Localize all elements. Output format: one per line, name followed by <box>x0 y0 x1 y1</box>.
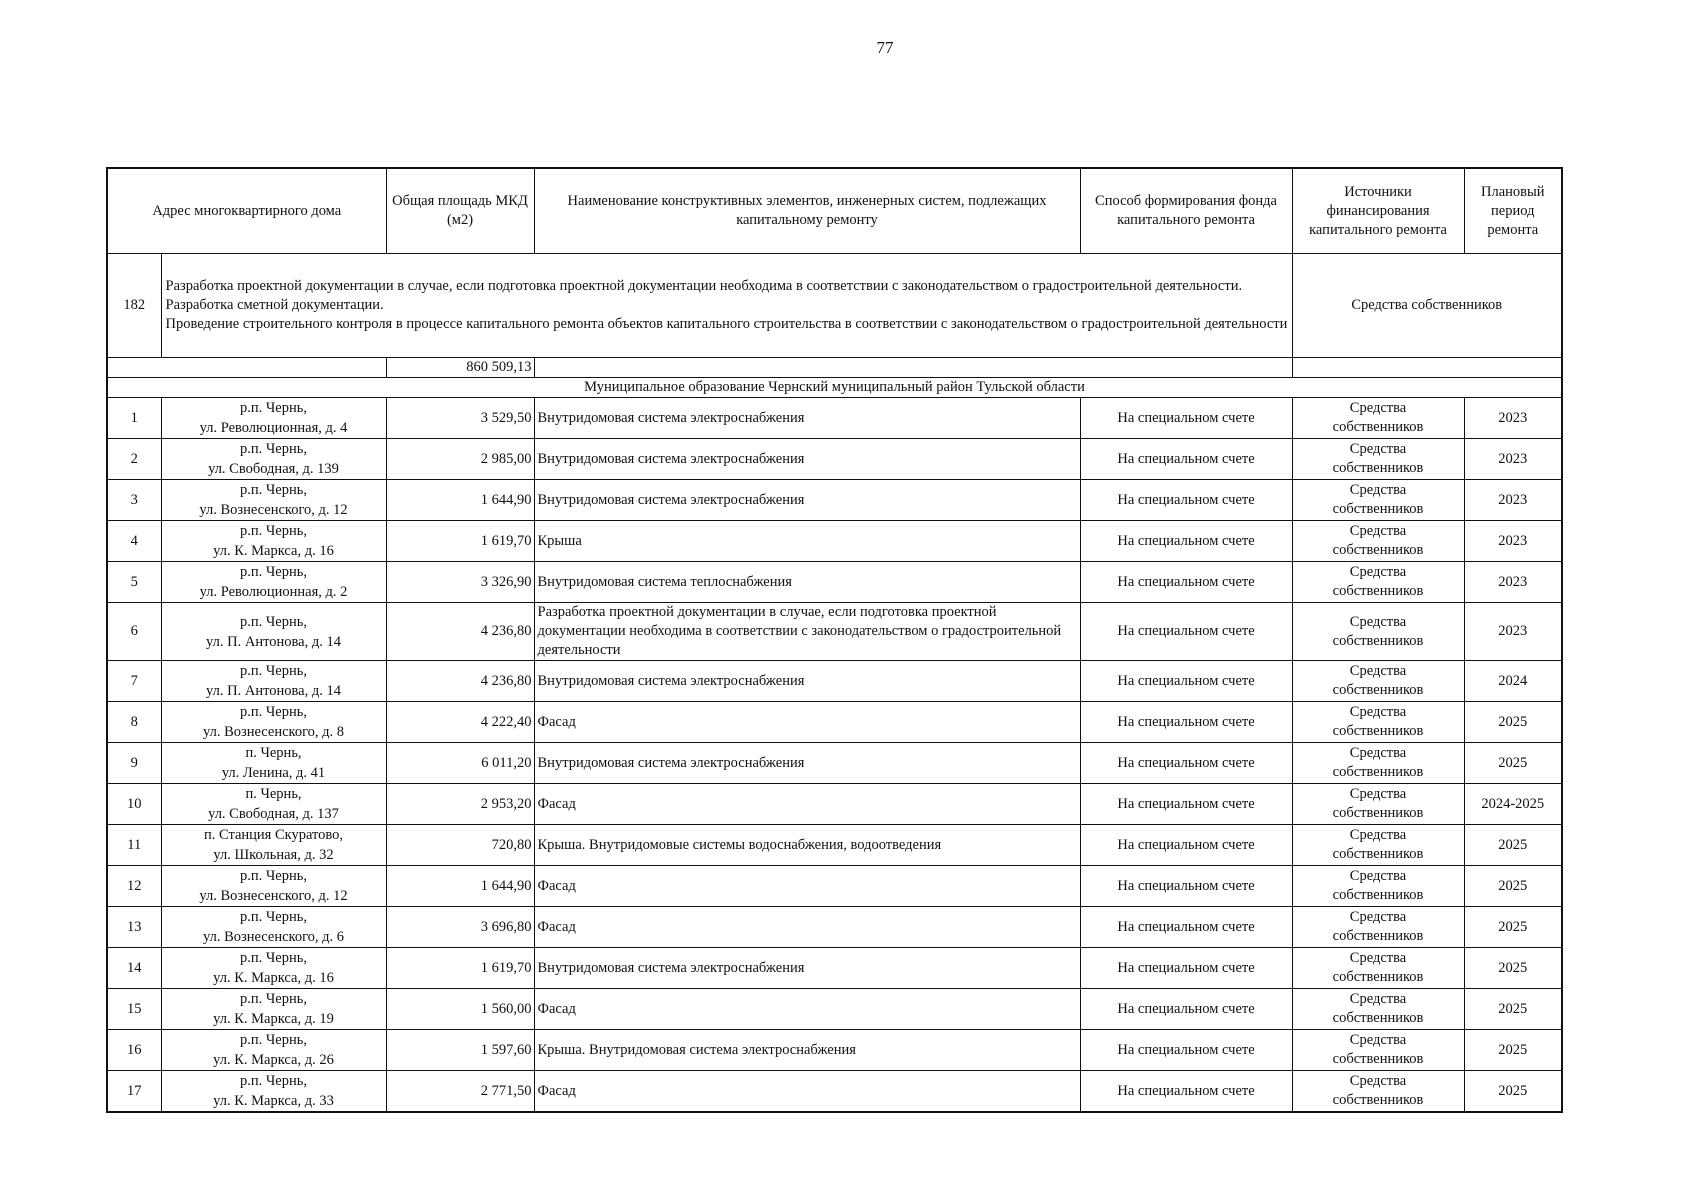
source-line-1: Средства <box>1349 745 1407 761</box>
table-row <box>107 661 1562 702</box>
row-period: 2024 <box>1464 661 1562 702</box>
source-line-1: Средства <box>1349 523 1407 539</box>
row-number: 13 <box>107 907 161 948</box>
row-source <box>1292 661 1464 702</box>
row-source <box>1292 1030 1464 1071</box>
source-line-1: Средства <box>1349 1032 1407 1048</box>
table-row <box>107 866 1562 907</box>
row-element: Крыша. Внутридомовая система электроснабжения <box>534 1030 1080 1071</box>
address-locality: р.п. Чернь, <box>240 400 307 416</box>
row-number: 6 <box>107 603 161 661</box>
address-locality: р.п. Чернь, <box>240 704 307 720</box>
row-period: 2023 <box>1464 480 1562 521</box>
source-line-1: Средства <box>1349 868 1407 884</box>
source-line-2: собственников <box>1332 501 1424 517</box>
address-street: ул. К. Маркса, д. 16 <box>213 970 334 986</box>
row-source <box>1292 521 1464 562</box>
row-method: На специальном счете <box>1080 1071 1292 1113</box>
source-line-2: собственников <box>1332 682 1424 698</box>
note-row-source: Средства собственников <box>1292 254 1562 358</box>
row-method: На специальном счете <box>1080 702 1292 743</box>
row-element: Внутридомовая система электроснабжения <box>534 661 1080 702</box>
row-area: 3 326,90 <box>386 562 534 603</box>
source-line-2: собственников <box>1332 583 1424 599</box>
row-number: 3 <box>107 480 161 521</box>
row-method: На специальном счете <box>1080 1030 1292 1071</box>
row-period: 2023 <box>1464 398 1562 439</box>
row-number: 2 <box>107 439 161 480</box>
address-locality: р.п. Чернь, <box>240 950 307 966</box>
row-period: 2025 <box>1464 948 1562 989</box>
row-area: 2 771,50 <box>386 1071 534 1113</box>
source-line-2: собственников <box>1332 1010 1424 1026</box>
row-element: Крыша <box>534 521 1080 562</box>
row-area: 1 597,60 <box>386 1030 534 1071</box>
row-element: Разработка проектной документации в случае, если подготовка проектной документации необходима в соответствии с законодательством о градостроительной деятельности <box>534 603 1080 661</box>
row-area: 3 696,80 <box>386 907 534 948</box>
address-locality: п. Станция Скуратово, <box>203 827 344 843</box>
row-element: Внутридомовая система электроснабжения <box>534 439 1080 480</box>
source-line-2: собственников <box>1332 764 1424 780</box>
row-number: 16 <box>107 1030 161 1071</box>
municipality-row <box>107 378 1562 398</box>
municipality-name: Муниципальное образование Чернский муниципальный район Тульской области <box>107 378 1562 398</box>
address-locality: р.п. Чернь, <box>240 613 307 630</box>
row-address <box>161 480 386 521</box>
table-row <box>107 989 1562 1030</box>
row-method: На специальном счете <box>1080 743 1292 784</box>
source-line-1: Средства <box>1349 827 1407 843</box>
source-line-2: собственников <box>1332 805 1424 821</box>
address-locality: п. Чернь, <box>245 786 302 802</box>
repair-program-table <box>106 167 1563 1113</box>
address-street: ул. Вознесенского, д. 6 <box>202 929 345 945</box>
row-number: 5 <box>107 562 161 603</box>
source-line-1: Средства <box>1349 441 1407 457</box>
row-address <box>161 948 386 989</box>
row-source <box>1292 948 1464 989</box>
row-area: 1 619,70 <box>386 521 534 562</box>
total-row <box>107 358 1562 378</box>
row-method: На специальном счете <box>1080 661 1292 702</box>
row-address <box>161 825 386 866</box>
table-row <box>107 521 1562 562</box>
row-element: Внутридомовая система электроснабжения <box>534 743 1080 784</box>
row-address <box>161 702 386 743</box>
row-period: 2025 <box>1464 866 1562 907</box>
header-method: Способ формирования фонда капитального ремонта <box>1080 168 1292 254</box>
source-line-2: собственников <box>1332 1051 1424 1067</box>
table-row <box>107 784 1562 825</box>
row-period: 2023 <box>1464 562 1562 603</box>
row-area: 1 644,90 <box>386 866 534 907</box>
row-method: На специальном счете <box>1080 948 1292 989</box>
source-line-2: собственников <box>1332 542 1424 558</box>
table-row <box>107 480 1562 521</box>
table-row <box>107 1071 1562 1113</box>
row-address <box>161 603 386 661</box>
row-method: На специальном счете <box>1080 562 1292 603</box>
source-line-1: Средства <box>1349 663 1407 679</box>
row-source <box>1292 439 1464 480</box>
header-area: Общая площадь МКД (м2) <box>386 168 534 254</box>
page-number: 77 <box>876 38 894 57</box>
address-street: ул. Свободная, д. 137 <box>208 806 339 822</box>
row-method: На специальном счете <box>1080 603 1292 661</box>
row-method: На специальном счете <box>1080 907 1292 948</box>
row-address <box>161 439 386 480</box>
address-locality: п. Чернь, <box>245 745 302 761</box>
total-row-blank <box>107 358 386 378</box>
source-line-2: собственников <box>1332 887 1424 903</box>
row-source <box>1292 784 1464 825</box>
address-street: ул. Свободная, д. 139 <box>208 461 339 477</box>
source-line-1: Средства <box>1349 991 1407 1007</box>
row-source <box>1292 825 1464 866</box>
address-locality: р.п. Чернь, <box>240 564 307 580</box>
table-row <box>107 1030 1562 1071</box>
total-row-blank-2 <box>534 358 1292 378</box>
address-street: ул. П. Антонова, д. 14 <box>206 683 341 699</box>
note-row-number: 182 <box>107 254 161 358</box>
row-element: Внутридомовая система электроснабжения <box>534 480 1080 521</box>
row-address <box>161 1071 386 1113</box>
row-source <box>1292 480 1464 521</box>
row-method: На специальном счете <box>1080 989 1292 1030</box>
address-locality: р.п. Чернь, <box>240 663 307 679</box>
source-line-1: Средства <box>1349 950 1407 966</box>
address-locality: р.п. Чернь, <box>240 523 307 539</box>
row-period: 2025 <box>1464 1030 1562 1071</box>
address-street: ул. Школьная, д. 32 <box>213 847 334 863</box>
row-number: 9 <box>107 743 161 784</box>
row-element: Фасад <box>534 702 1080 743</box>
row-method: На специальном счете <box>1080 398 1292 439</box>
source-line-2: собственников <box>1332 723 1424 739</box>
row-period: 2025 <box>1464 907 1562 948</box>
row-area: 6 011,20 <box>386 743 534 784</box>
address-locality: р.п. Чернь, <box>240 909 307 925</box>
note-line-3: Проведение строительного контроля в процессе капитального ремонта объектов капитального строительства в соответствии с законодательством о градостроительной деятельности <box>165 316 1288 332</box>
address-locality: р.п. Чернь, <box>240 1032 307 1048</box>
table-row <box>107 948 1562 989</box>
row-address <box>161 521 386 562</box>
row-element: Фасад <box>534 989 1080 1030</box>
row-address <box>161 1030 386 1071</box>
address-locality: р.п. Чернь, <box>240 441 307 457</box>
source-line-1: Средства <box>1349 1073 1407 1089</box>
address-street: ул. Вознесенского, д. 12 <box>199 888 348 904</box>
table-row <box>107 825 1562 866</box>
row-number: 14 <box>107 948 161 989</box>
source-line-2: собственников <box>1332 419 1424 435</box>
address-street: ул. К. Маркса, д. 19 <box>213 1011 334 1027</box>
row-source <box>1292 702 1464 743</box>
total-area: 860 509,13 <box>386 358 534 378</box>
row-method: На специальном счете <box>1080 521 1292 562</box>
row-method: На специальном счете <box>1080 480 1292 521</box>
address-street: ул. К. Маркса, д. 33 <box>213 1093 334 1109</box>
note-row <box>107 254 1562 358</box>
table-row <box>107 603 1562 661</box>
row-address <box>161 398 386 439</box>
row-address <box>161 784 386 825</box>
row-area: 4 236,80 <box>386 603 534 661</box>
row-area: 3 529,50 <box>386 398 534 439</box>
row-method: На специальном счете <box>1080 439 1292 480</box>
row-period: 2024-2025 <box>1464 784 1562 825</box>
header-row <box>107 168 1562 254</box>
row-number: 1 <box>107 398 161 439</box>
row-address <box>161 907 386 948</box>
note-line-2: Разработка сметной документации. <box>165 297 384 313</box>
row-source <box>1292 1071 1464 1113</box>
row-number: 4 <box>107 521 161 562</box>
row-source <box>1292 907 1464 948</box>
row-number: 10 <box>107 784 161 825</box>
row-source <box>1292 398 1464 439</box>
row-element: Внутридомовая система теплоснабжения <box>534 562 1080 603</box>
row-element: Фасад <box>534 784 1080 825</box>
row-element: Фасад <box>534 866 1080 907</box>
address-street: ул. Ленина, д. 41 <box>221 765 326 781</box>
row-number: 12 <box>107 866 161 907</box>
row-period: 2023 <box>1464 521 1562 562</box>
source-line-2: собственников <box>1332 460 1424 476</box>
row-area: 2 953,20 <box>386 784 534 825</box>
source-line-1: Средства <box>1349 909 1407 925</box>
source-line-1: Средства <box>1349 564 1407 580</box>
row-source <box>1292 866 1464 907</box>
row-period: 2025 <box>1464 743 1562 784</box>
row-source <box>1292 562 1464 603</box>
row-area: 1 619,70 <box>386 948 534 989</box>
table-row <box>107 562 1562 603</box>
row-number: 15 <box>107 989 161 1030</box>
row-address <box>161 661 386 702</box>
row-address <box>161 989 386 1030</box>
row-area: 1 644,90 <box>386 480 534 521</box>
address-street: ул. К. Маркса, д. 16 <box>213 543 334 559</box>
table-row <box>107 743 1562 784</box>
row-number: 17 <box>107 1071 161 1113</box>
row-address <box>161 866 386 907</box>
row-element: Фасад <box>534 907 1080 948</box>
row-area: 4 236,80 <box>386 661 534 702</box>
address-street: ул. Вознесенского, д. 12 <box>199 502 348 518</box>
row-method: На специальном счете <box>1080 825 1292 866</box>
address-locality: р.п. Чернь, <box>240 868 307 884</box>
row-element: Внутридомовая система электроснабжения <box>534 948 1080 989</box>
table-row <box>107 702 1562 743</box>
address-street: ул. Вознесенского, д. 8 <box>202 724 345 740</box>
source-line-2: собственников <box>1332 928 1424 944</box>
row-source <box>1292 743 1464 784</box>
row-source <box>1292 603 1464 661</box>
row-source <box>1292 989 1464 1030</box>
row-address <box>161 562 386 603</box>
source-line-1: Средства <box>1349 482 1407 498</box>
row-number: 8 <box>107 702 161 743</box>
row-period: 2023 <box>1464 603 1562 661</box>
total-row-blank-3 <box>1292 358 1562 378</box>
header-elements: Наименование конструктивных элементов, инженерных систем, подлежащих капитальному ремонту <box>534 168 1080 254</box>
address-street: ул. К. Маркса, д. 26 <box>213 1052 334 1068</box>
address-street: ул. Революционная, д. 2 <box>199 584 348 600</box>
source-line-2: собственников <box>1332 1092 1424 1108</box>
source-line-1: Средства <box>1349 786 1407 802</box>
row-number: 11 <box>107 825 161 866</box>
address-locality: р.п. Чернь, <box>240 482 307 498</box>
row-element: Крыша. Внутридомовые системы водоснабжения, водоотведения <box>534 825 1080 866</box>
row-area: 4 222,40 <box>386 702 534 743</box>
note-row-text <box>161 254 1292 358</box>
header-source: Источники финансирования капитального ремонта <box>1292 168 1464 254</box>
row-method: На специальном счете <box>1080 784 1292 825</box>
row-period: 2025 <box>1464 989 1562 1030</box>
address-street: ул. П. Антонова, д. 14 <box>206 633 341 650</box>
row-address <box>161 743 386 784</box>
address-locality: р.п. Чернь, <box>240 991 307 1007</box>
header-period: Плановый период ремонта <box>1464 168 1562 254</box>
row-period: 2025 <box>1464 702 1562 743</box>
table-row <box>107 398 1562 439</box>
row-area: 1 560,00 <box>386 989 534 1030</box>
table-row <box>107 439 1562 480</box>
address-street: ул. Революционная, д. 4 <box>199 420 348 436</box>
row-period: 2025 <box>1464 1071 1562 1113</box>
row-area: 2 985,00 <box>386 439 534 480</box>
row-period: 2023 <box>1464 439 1562 480</box>
note-line-1: Разработка проектной документации в случае, если подготовка проектной документации необходима в соответствии с законодательством о градостроительной деятельности. <box>165 278 1243 294</box>
row-method: На специальном счете <box>1080 866 1292 907</box>
source-line-2: собственников <box>1332 969 1424 985</box>
source-line-2: собственников <box>1332 632 1424 649</box>
source-line-1: Средства <box>1349 400 1407 416</box>
address-locality: р.п. Чернь, <box>240 1073 307 1089</box>
table-row <box>107 907 1562 948</box>
row-element: Фасад <box>534 1071 1080 1113</box>
source-line-2: собственников <box>1332 846 1424 862</box>
row-period: 2025 <box>1464 825 1562 866</box>
source-line-1: Средства <box>1349 704 1407 720</box>
row-number: 7 <box>107 661 161 702</box>
header-address: Адрес многоквартирного дома <box>107 168 386 254</box>
row-element: Внутридомовая система электроснабжения <box>534 398 1080 439</box>
source-line-1: Средства <box>1349 613 1407 630</box>
row-area: 720,80 <box>386 825 534 866</box>
